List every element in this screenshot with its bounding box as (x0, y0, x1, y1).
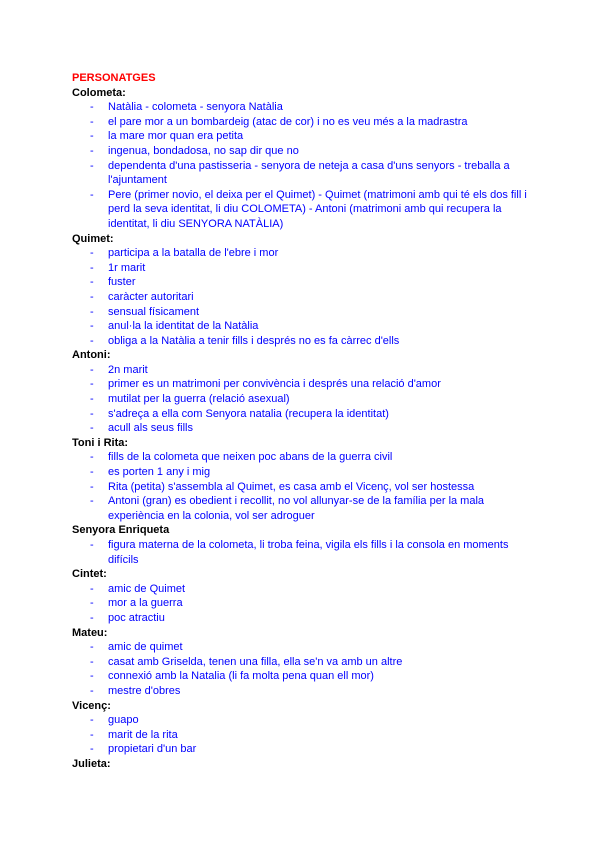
list-item-text: Natàlia - colometa - senyora Natàlia (108, 101, 283, 114)
section-item-list (72, 450, 532, 523)
dash-bullet: - (90, 597, 94, 610)
dash-bullet: - (90, 684, 94, 697)
section-heading: Toni i Rita: (72, 436, 129, 449)
character-section (72, 699, 532, 757)
dash-bullet: - (90, 159, 94, 172)
dash-bullet: - (90, 422, 94, 435)
dash-bullet: - (90, 728, 94, 741)
list-item-text: mestre d'obres (108, 684, 181, 697)
list-item-text: es porten 1 any i mig (108, 466, 211, 479)
dash-bullet: - (90, 130, 94, 143)
dash-bullet: - (90, 480, 94, 493)
list-item (72, 377, 532, 392)
list-item (72, 611, 532, 626)
dash-bullet: - (90, 670, 94, 683)
list-item (72, 684, 532, 699)
section-heading: Julieta: (72, 757, 111, 770)
list-item-text: dependenta d'una pastisseria - senyora de neteja a casa d'uns senyors - treballa a l'ajuntament (108, 159, 510, 187)
dash-bullet: - (90, 393, 94, 406)
section-heading: Senyora Enriqueta (72, 524, 170, 537)
list-item-text: figura materna de la colometa, li troba feina, vigila els fills i la consola en moments difícils (108, 539, 509, 566)
dash-bullet: - (90, 320, 94, 333)
dash-bullet: - (90, 582, 94, 595)
section-heading: Antoni: (72, 349, 111, 362)
dash-bullet: - (90, 290, 94, 303)
document-title: PERSONATGES (72, 72, 156, 84)
section-heading: Quimet: (72, 232, 114, 245)
list-item-text: casat amb Griselda, tenen una filla, ella se'n va amb un altre (108, 655, 403, 668)
list-item-text: acull als seus fills (108, 422, 193, 435)
list-item-text: Antoni (gran) es obedient i recollit, no vol allunyar-se de la família per la mala experiència en la colonia, vol ser adroguer (108, 495, 485, 522)
dash-bullet: - (90, 611, 94, 624)
list-item-text: 1r marit (108, 261, 146, 274)
section-heading: Cintet: (72, 568, 107, 581)
list-item-text: anul·la la identitat de la Natàlia (108, 320, 259, 333)
list-item (72, 305, 532, 320)
list-item (72, 392, 532, 407)
list-item-text: fuster (108, 276, 136, 289)
list-item (72, 538, 532, 567)
section-item-list (72, 538, 532, 567)
list-item-text: propietari d'un bar (108, 743, 197, 756)
list-item-text: amic de Quimet (108, 582, 186, 595)
list-item-text: amic de quimet (108, 641, 183, 654)
list-item (72, 421, 532, 436)
dash-bullet: - (90, 378, 94, 391)
section-item-list (72, 582, 532, 626)
list-item (72, 334, 532, 349)
list-item (72, 582, 532, 597)
dash-bullet: - (90, 451, 94, 464)
character-section (72, 86, 532, 232)
dash-bullet: - (90, 407, 94, 420)
list-item (72, 465, 532, 480)
list-item-text: primer es un matrimoni per convivència i després una relació d'amor (108, 378, 441, 391)
list-item (72, 713, 532, 728)
character-section (72, 523, 532, 567)
list-item (72, 669, 532, 684)
list-item-text: sensual físicament (108, 305, 200, 318)
list-item (72, 261, 532, 276)
list-item-text: guapo (108, 714, 139, 727)
section-heading: Colometa: (72, 86, 126, 99)
character-section (72, 436, 532, 524)
list-item (72, 319, 532, 334)
list-item (72, 129, 532, 144)
dash-bullet: - (90, 743, 94, 756)
list-item-text: el pare mor a un bombardeig (atac de cor) i no es veu més a la madrastra (108, 115, 468, 128)
dash-bullet: - (90, 261, 94, 274)
list-item-text: mor a la guerra (108, 597, 183, 610)
list-item-text: obliga a la Natàlia a tenir fills i després no es fa càrrec d'ells (108, 334, 400, 347)
list-item-text: la mare mor quan era petita (108, 130, 244, 143)
list-item (72, 655, 532, 670)
list-item (72, 407, 532, 422)
list-item-text: fills de la colometa que neixen poc abans de la guerra civil (108, 451, 393, 464)
dash-bullet: - (90, 495, 94, 508)
list-item-text: s'adreça a ella com Senyora natalia (recupera la identitat) (108, 407, 389, 420)
list-item-text: caràcter autoritari (108, 290, 194, 303)
character-section (72, 567, 532, 625)
character-section (72, 757, 532, 772)
dash-bullet: - (90, 655, 94, 668)
list-item (72, 246, 532, 261)
list-item (72, 494, 532, 523)
character-section (72, 232, 532, 349)
list-item (72, 640, 532, 655)
list-item (72, 480, 532, 495)
dash-bullet: - (90, 334, 94, 347)
section-heading: Mateu: (72, 626, 108, 639)
list-item (72, 290, 532, 305)
section-item-list (72, 246, 532, 348)
dash-bullet: - (90, 144, 94, 157)
dash-bullet: - (90, 305, 94, 318)
list-item (72, 742, 532, 757)
section-heading: Vicenç: (72, 699, 111, 712)
dash-bullet: - (90, 101, 94, 114)
list-item-text: Pere (primer novio, el deixa per el Quimet) - Quimet (matrimoni amb qui té els dos fill i perd la seva identitat, li diu COLOMETA) - Antoni (matrimoni amb qui recupera la identitat, li diu SENYORA NATÀLIA) (108, 188, 527, 230)
list-item-text: poc atractiu (108, 611, 165, 624)
list-item (72, 115, 532, 130)
list-item (72, 728, 532, 743)
list-item-text: participa a la batalla de l'ebre i mor (108, 247, 279, 260)
list-item (72, 275, 532, 290)
dash-bullet: - (90, 247, 94, 260)
character-section (72, 626, 532, 699)
dash-bullet: - (90, 714, 94, 727)
list-item (72, 596, 532, 611)
dash-bullet: - (90, 363, 94, 376)
character-sections (72, 86, 532, 772)
list-item (72, 159, 532, 188)
document-content (72, 71, 532, 772)
list-item-text: marit de la rita (108, 728, 178, 741)
dash-bullet: - (90, 641, 94, 654)
section-item-list (72, 640, 532, 698)
section-item-list (72, 100, 532, 231)
list-item-text: ingenua, bondadosa, no sap dir que no (108, 144, 299, 157)
list-item-text: Rita (petita) s'assembla al Quimet, es casa amb el Vicenç, vol ser hostessa (108, 480, 475, 493)
dash-bullet: - (90, 466, 94, 479)
list-item (72, 144, 532, 159)
character-section (72, 348, 532, 436)
list-item (72, 363, 532, 378)
list-item (72, 450, 532, 465)
dash-bullet: - (90, 539, 94, 551)
list-item (72, 100, 532, 115)
list-item (72, 188, 532, 232)
list-item-text: mutilat per la guerra (relació asexual) (108, 393, 290, 406)
list-item-text: 2n marit (108, 363, 148, 376)
section-item-list (72, 713, 532, 757)
dash-bullet: - (90, 115, 94, 128)
list-item-text: connexió amb la Natalia (li fa molta pena quan ell mor) (108, 670, 374, 683)
section-item-list (72, 363, 532, 436)
dash-bullet: - (90, 188, 94, 201)
dash-bullet: - (90, 276, 94, 289)
